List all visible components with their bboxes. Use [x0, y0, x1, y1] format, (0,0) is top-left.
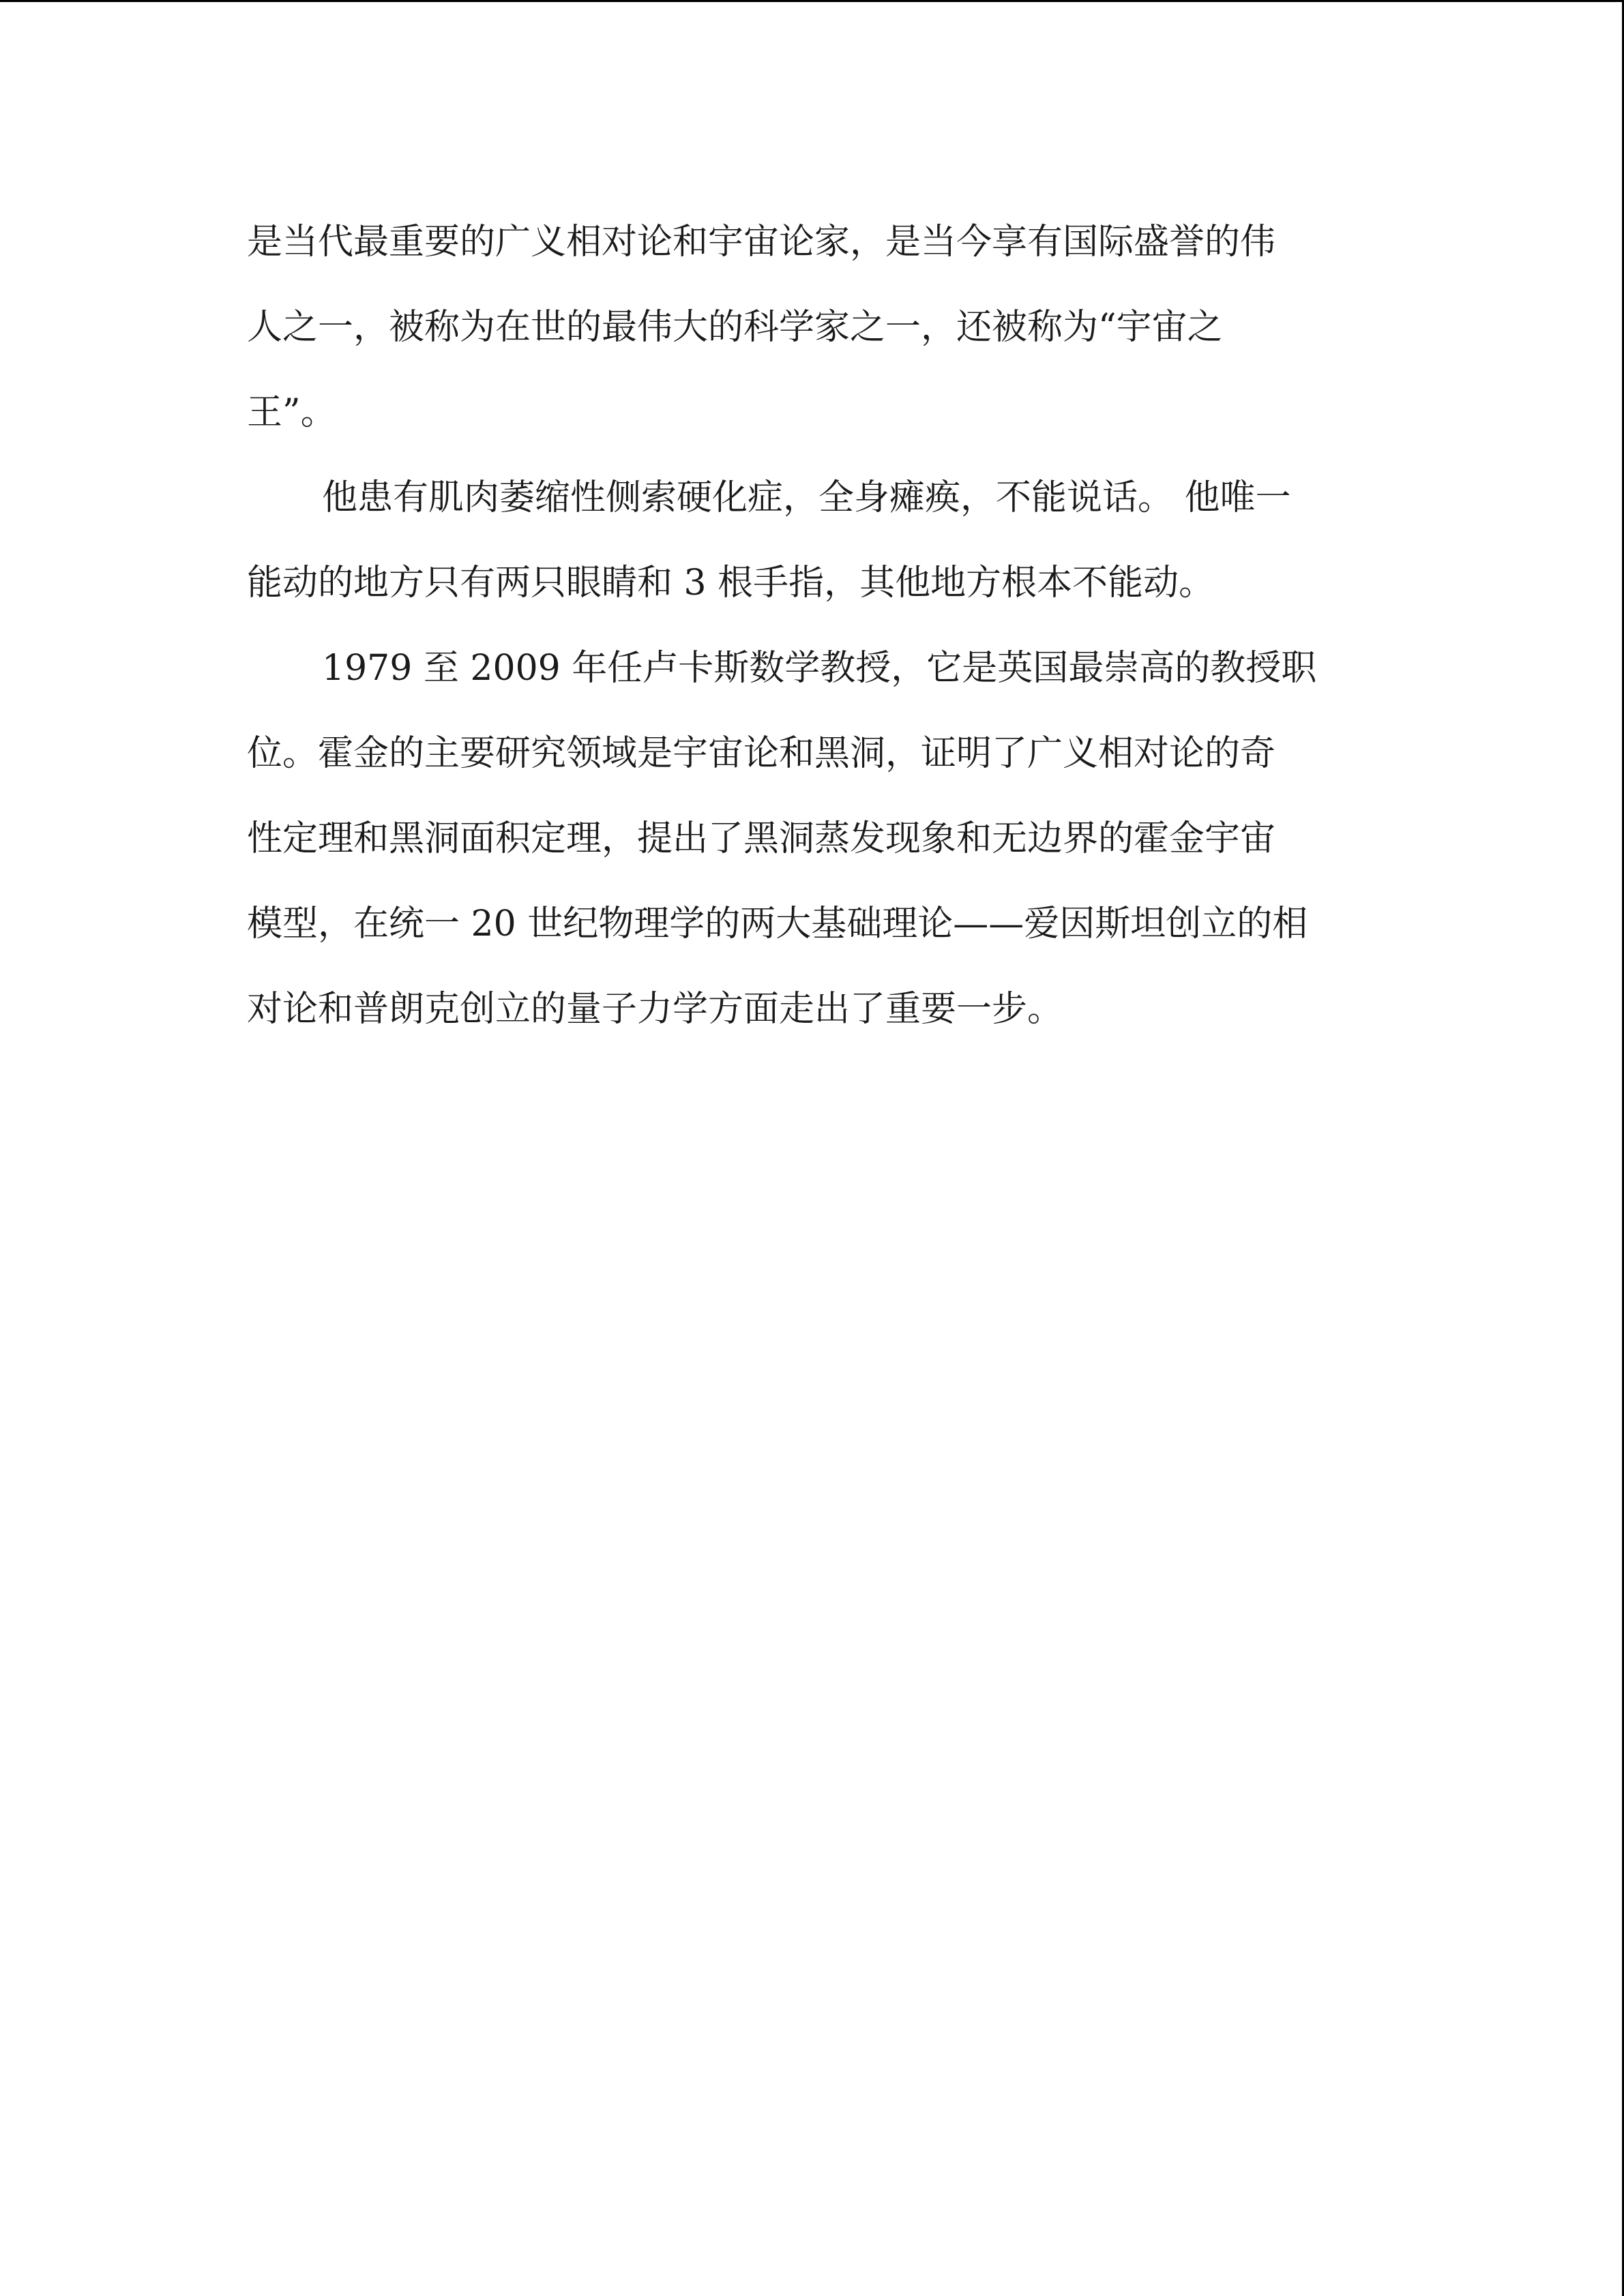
paragraph-1 — [247, 200, 1379, 456]
paragraph-2 — [247, 456, 1379, 626]
text-line: 位。霍金的主要研究领域是宇宙论和黑洞，证明了广义相对论的奇 — [247, 733, 1276, 774]
text-line: 人之一，被称为在世的最伟大的科学家之一，还被称为“宇宙之 — [247, 307, 1223, 348]
text-line: 是当代最重要的广义相对论和宇宙论家，是当今享有国际盛誉的伟 — [247, 222, 1276, 263]
text-line: 王”。 — [247, 392, 336, 433]
text-line: 性定理和黑洞面积定理，提出了黑洞蒸发现象和无边界的霍金宇宙 — [247, 818, 1276, 859]
text-line: 对论和普朗克创立的量子力学方面走出了重要一步。 — [247, 989, 1063, 1030]
text-line: 他患有肌肉萎缩性侧索硬化症，全身瘫痪，不能说话。 他唯一 — [322, 477, 1291, 518]
text-line: 模型，在统一 20 世纪物理学的两大基础理论——爱因斯坦创立的相 — [247, 904, 1308, 944]
text-line: 能动的地方只有两只眼睛和 3 根手指，其他地方根本不能动。 — [247, 563, 1215, 603]
text-line: 1979 至 2009 年任卢卡斯数学教授，它是英国最崇高的教授职 — [322, 648, 1317, 689]
paragraph-3 — [247, 626, 1379, 1052]
body-text — [247, 200, 1379, 1052]
